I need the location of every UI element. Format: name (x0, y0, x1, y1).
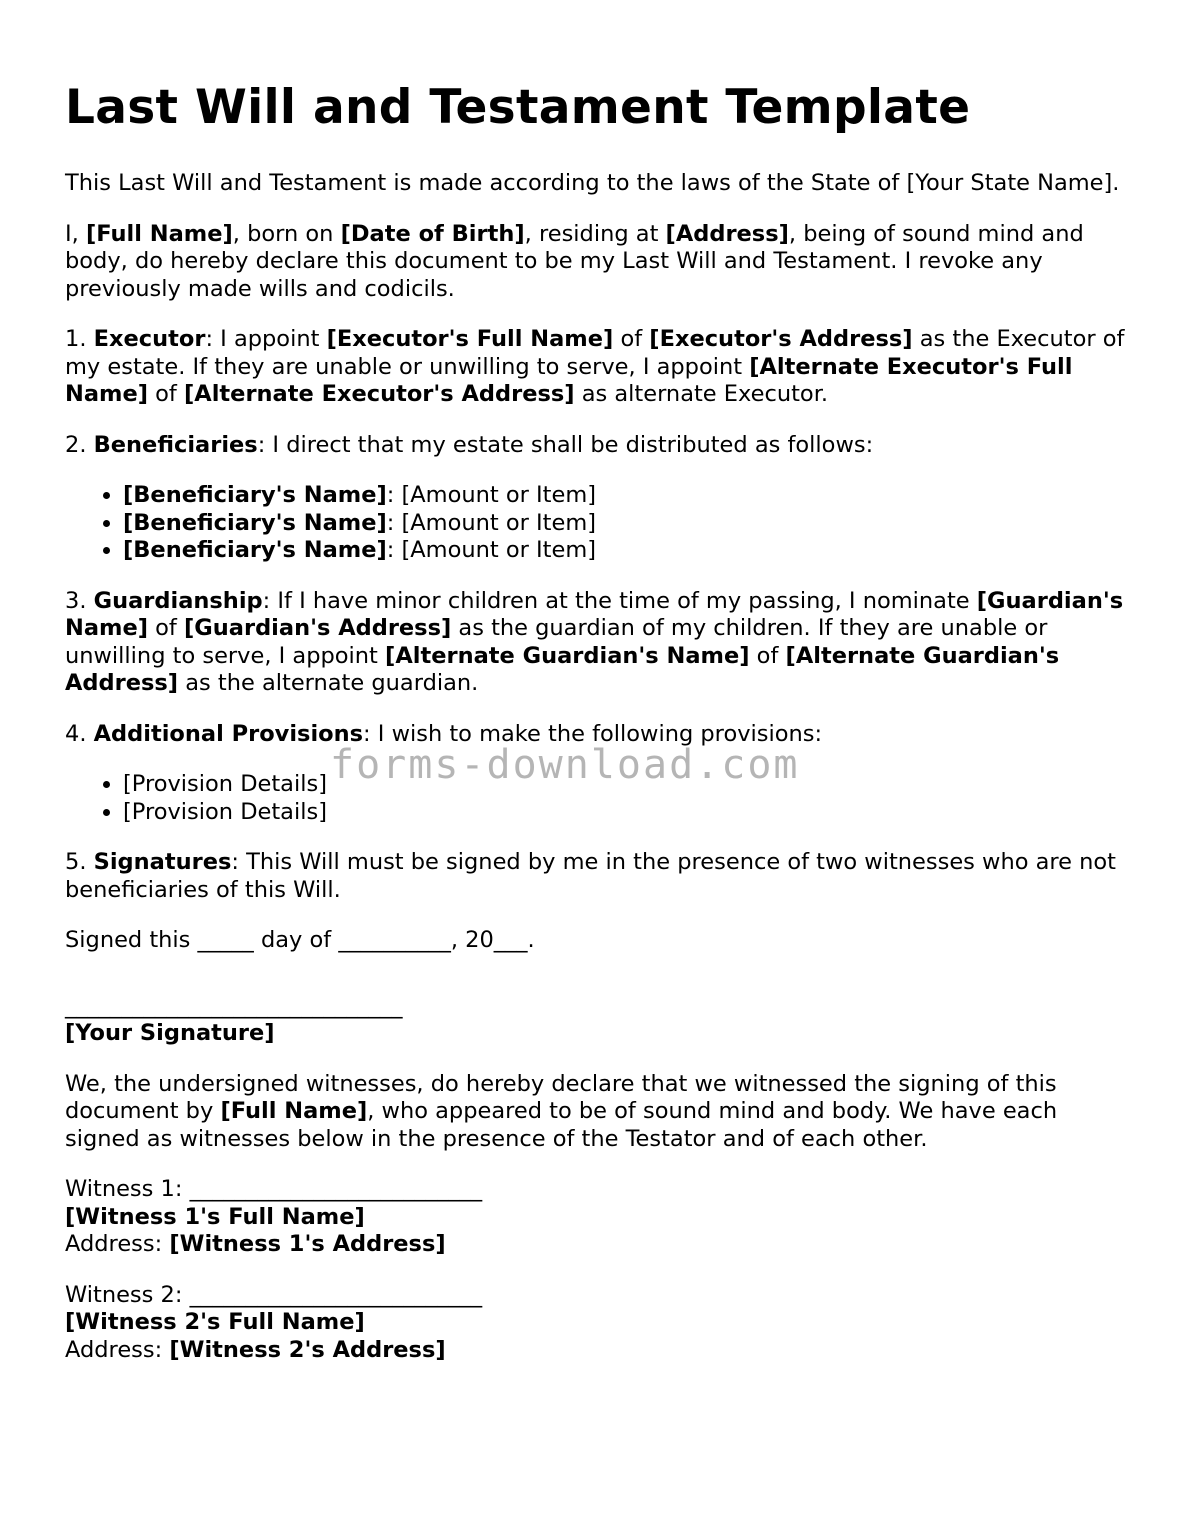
witness-label: Witness 1: (65, 1176, 190, 1202)
witness-signature-blank: __________________________ (189, 1176, 483, 1202)
list-item: • [Provision Details] (123, 771, 1125, 799)
executor-name-placeholder: [Executor's Full Name] (326, 326, 614, 352)
section-text: : If I have minor children at the time of my passing, I nominate (262, 587, 977, 614)
beneficiary-name: [Beneficiary's Name] (123, 537, 387, 563)
beneficiary-name: [Beneficiary's Name] (123, 509, 387, 536)
guardianship-heading: Guardianship (93, 587, 263, 614)
section-text: : I direct that my estate shall be distributed as follows: (257, 431, 874, 458)
signatures-heading: Signatures (93, 849, 232, 875)
witness-address: [Witness 1's Address] (169, 1231, 446, 1257)
section-number: 1. (65, 326, 94, 352)
full-name-placeholder: [Full Name] (220, 1098, 368, 1124)
witness-name: [Witness 2's Full Name] (65, 1309, 365, 1335)
witness-address-label: Address: (65, 1336, 170, 1363)
guardian-name-placeholder: [Guardian's Name] (65, 587, 1124, 641)
section-text: : I wish to make the following provisions: (363, 720, 823, 747)
document-page (65, 78, 1125, 1387)
executor-address-placeholder: [Executor's Address] (649, 326, 913, 352)
statement-text: , who appeared to be of sound mind and body. We have each signed as witnesses below in the presence of the Testator and of each other. (65, 1098, 1058, 1152)
testator-signature-block (65, 993, 1125, 1048)
alt-guardian-address-placeholder: [Alternate Guardian's Address] (65, 642, 1060, 696)
section-text: of (148, 381, 185, 407)
witness-1-block (65, 1176, 1125, 1259)
beneficiaries-list (65, 482, 1125, 565)
beneficiary-value: : [Amount or Item] (386, 537, 597, 563)
alt-executor-address-placeholder: [Alternate Executor's Address] (184, 381, 575, 407)
declaration-text: , born on (232, 220, 341, 247)
section-text: of (148, 615, 185, 641)
list-item (123, 537, 1125, 565)
beneficiaries-section (65, 432, 1125, 460)
section-text: as the Executor of my estate. If they are unable or unwilling to serve, I appoint (65, 326, 1125, 380)
provisions-heading: Additional Provisions (93, 720, 364, 747)
beneficiary-value: : [Amount or Item] (386, 482, 597, 508)
list-item (123, 510, 1125, 538)
section-number: 3. (65, 587, 94, 614)
beneficiary-name: [Beneficiary's Name] (123, 482, 387, 508)
section-text: : This Will must be signed by me in the presence of two witnesses who are not beneficiaries of this Will. (65, 849, 1117, 903)
witness-name: [Witness 1's Full Name] (65, 1203, 365, 1230)
section-text: of (749, 642, 786, 669)
declaration-text: , residing at (524, 220, 666, 247)
signature-blank: ______________________________ (65, 992, 403, 1019)
document-title: Last Will and Testament Template (65, 80, 971, 135)
alt-guardian-name-placeholder: [Alternate Guardian's Name] (385, 642, 750, 669)
witness-address: [Witness 2's Address] (169, 1336, 446, 1363)
section-text: : I appoint (205, 326, 327, 352)
dob-placeholder: [Date of Birth] (340, 220, 525, 247)
signatures-section (65, 849, 1125, 904)
executor-section (65, 326, 1125, 409)
section-text: as the alternate guardian. (178, 670, 479, 696)
section-text: of (613, 326, 650, 352)
witness-label: Witness 2: (65, 1281, 190, 1308)
intro-text: This Last Will and Testament is made according to the laws of the State of [Your State Name]. (65, 170, 1120, 196)
list-item: • [Provision Details] (123, 799, 1125, 827)
address-placeholder: [Address] (665, 220, 789, 247)
statement-text: We, the undersigned witnesses, do hereby declare that we witnessed the signing of this document by (65, 1070, 1057, 1124)
section-number: 2. (65, 431, 94, 458)
section-number: 4. (65, 720, 94, 747)
section-text: as the guardian of my children. If they are unable or unwilling to serve, I appoint (65, 615, 1048, 669)
beneficiaries-heading: Beneficiaries (93, 431, 258, 458)
beneficiary-value: : [Amount or Item] (386, 509, 597, 536)
list-item (123, 482, 1125, 510)
alt-executor-name-placeholder: [Alternate Executor's Full Name] (65, 353, 1073, 407)
provisions-list (65, 771, 1125, 826)
witness-address-label: Address: (65, 1231, 170, 1257)
signature-label: [Your Signature] (65, 1020, 275, 1046)
section-number: 5. (65, 849, 94, 875)
declaration-text: , being of sound mind and body, do hereby declare this document to be my Last Will and Testament. I revoke any previously made wills and codicils. (65, 220, 1084, 302)
executor-heading: Executor (93, 326, 206, 352)
section-text: as alternate Executor. (574, 381, 829, 407)
witness-2-block (65, 1282, 1125, 1365)
provisions-section (65, 721, 1125, 749)
signed-date-line: Signed this _____ day of __________, 20___. (65, 927, 535, 953)
full-name-placeholder: [Full Name] (85, 220, 233, 247)
intro-paragraph (65, 170, 1125, 198)
guardian-address-placeholder: [Guardian's Address] (184, 615, 452, 641)
declaration-paragraph (65, 221, 1125, 304)
witness-statement (65, 1071, 1125, 1154)
watermark: forms-download.com (330, 742, 800, 788)
declaration-text: I, (65, 220, 86, 247)
guardianship-section (65, 588, 1125, 698)
witness-signature-blank: __________________________ (189, 1281, 483, 1308)
